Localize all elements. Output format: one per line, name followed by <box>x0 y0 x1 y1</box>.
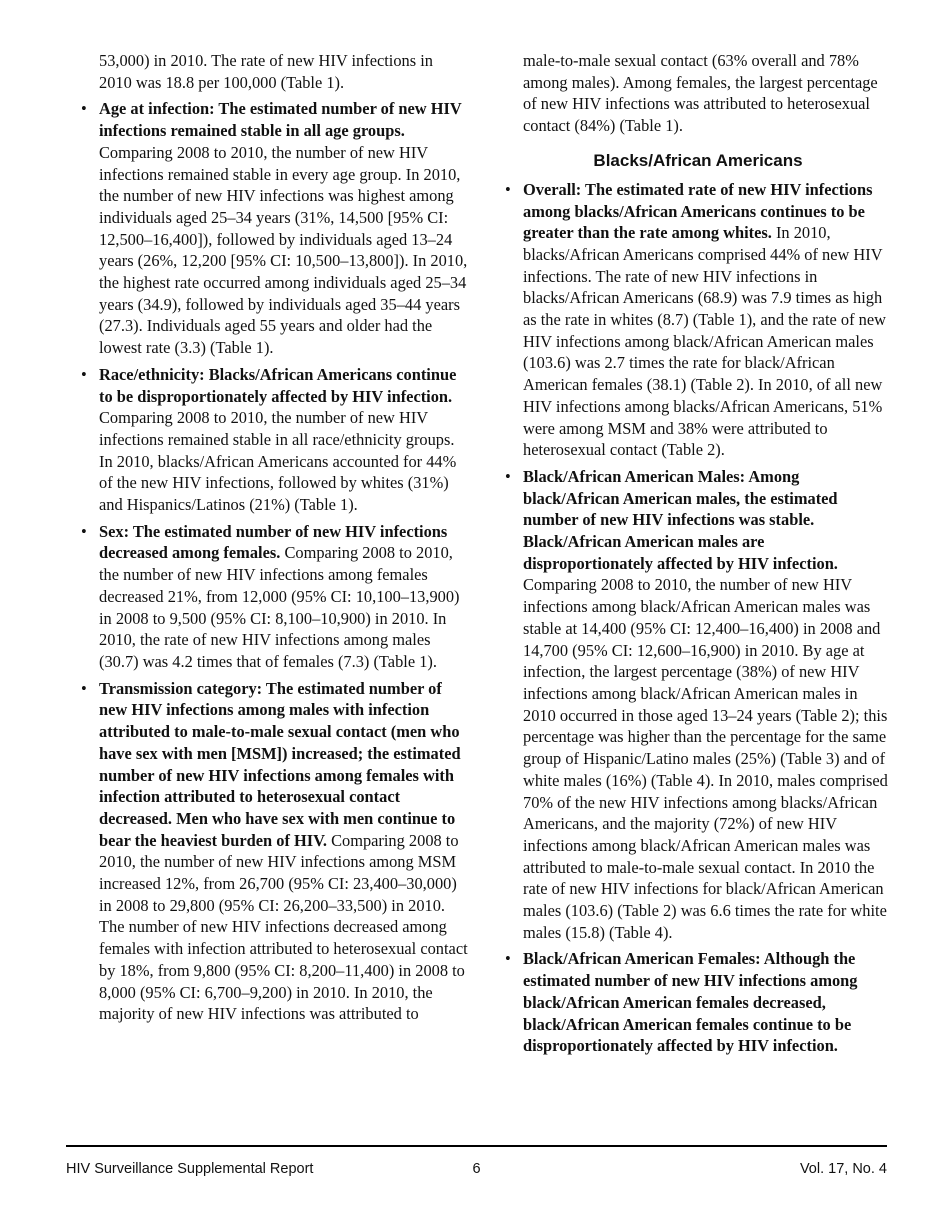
bullet-list <box>504 179 892 1057</box>
bullet-body: Comparing 2008 to 2010, the number of new HIV infections remained stable in all race/ethnicity groups. In 2010, blacks/African Americans accounted for 44% of the new HIV infections, followed by whites (31%) and Hispanics/Latinos (21%) (Table 1). <box>99 408 457 515</box>
bullet-black-females <box>504 948 892 1057</box>
bullet-transmission-category <box>80 678 468 1025</box>
volume-info: Vol. 17, No. 4 <box>799 1161 887 1177</box>
left-column <box>80 50 468 1030</box>
bullet-lead: Black/African American Females: Although the estimated number of new HIV infections among black/African American females decreased, black/African American females continue to be disproportionately affected by HIV infection. <box>523 949 858 1056</box>
bullet-lead: Transmission category: The estimated number of new HIV infections among males with infection attributed to male-to-male sexual contact (men who have sex with men [MSM]) increased; the estimated number of new HIV infections among females with infection attributed to heterosexual contact decreased. Men who have sex with men continue to bear the heaviest burden of HIV. <box>99 678 461 850</box>
bullet-overall <box>504 179 892 461</box>
bullet-body: Comparing 2008 to 2010, the number of new HIV infections among females decreased 21%, from 12,000 (95% CI: 10,100–13,900) in 2008 to 9,500 (95% CI: 8,100–10,900) in 2010. In 2010, the rate of new HIV infections among males (30.7) was 4.2 times that of females (7.3) (Table 1). <box>99 543 460 671</box>
page-number: 6 <box>472 1161 481 1177</box>
bullet-black-males <box>504 466 892 943</box>
bullet-lead: Overall: The estimated rate of new HIV infections among blacks/African Americans continues to be greater than the rate among whites. <box>523 179 873 243</box>
bullet-lead: Age at infection: The estimated number of new HIV infections remained stable in all age groups. <box>99 99 462 141</box>
bullet-body: In 2010, blacks/African Americans comprised 44% of new HIV infections. The rate of new HIV infections in blacks/African Americans (68.9) was 7.9 times as high as the rate in whites (8.7) (Table 1), and the rate of new HIV infections among black/African American males (103.6) was 2.7 times the rate for black/African American females (38.1) (Table 2). In 2010, of all new HIV infections among blacks/African Americans, 51% were among MSM and 38% were attributed to heterosexual contact (Table 2). <box>523 223 886 460</box>
bullet-body: Comparing 2008 to 2010, the number of new HIV infections remained stable in every age group. In 2010, the number of new HIV infections was highest among individuals aged 25–34 years (31%, 14,500 [95% CI: 12,500–16,400]), followed by individuals aged 13–24 years (26%, 12,200 [95% CI: 10,500–13,800]). In 2010, the highest rate occurred among individuals aged 25–34 years (34.9), followed by individuals aged 35–44 years (27.3). Individuals aged 55 years and older had the lowest rate (3.3) (Table 1). <box>99 142 468 358</box>
bullet-age-at-infection <box>80 98 468 358</box>
bullet-lead: Sex: The estimated number of new HIV infections decreased among females. <box>99 521 448 563</box>
bullet-race-ethnicity <box>80 364 468 516</box>
continuation-text: male-to-male sexual contact (63% overall and 78% among males). Among females, the largest percentage of new HIV infections was attributed to heterosexual contact (84%) (Table 1). <box>523 51 878 136</box>
continuation-text: 53,000) in 2010. The rate of new HIV infections in 2010 was 18.8 per 100,000 (Table 1). <box>99 51 433 92</box>
right-column <box>504 50 892 1062</box>
bullet-lead: Black/African American Males: Among black/African American males, the estimated number of new HIV infections was stable. Black/African American males are disproportionately affected by HIV infection. <box>523 466 838 573</box>
bullet-list <box>80 98 468 1025</box>
report-title: HIV Surveillance Supplemental Report <box>66 1161 314 1177</box>
footer-divider <box>66 1145 887 1147</box>
bullet-sex <box>80 521 468 673</box>
section-heading: Blacks/African Americans <box>593 150 803 170</box>
bullet-body: Comparing 2008 to 2010, the number of new HIV infections among MSM increased 12%, from 26,700 (95% CI: 23,400–30,000) in 2008 to 29,800 (95% CI: 26,200–33,500) in 2010. The number of new HIV infections decreased among females with infection attributed to heterosexual contact by 18%, from 9,800 (95% CI: 8,200–11,400) in 2008 to 8,000 (95% CI: 6,700–9,200) in 2010. In 2010, the majority of new HIV infections was attributed to <box>99 830 468 1024</box>
bullet-lead: Race/ethnicity: Blacks/African Americans continue to be disproportionately affected by HIV infection. <box>99 364 457 406</box>
bullet-body: Comparing 2008 to 2010, the number of new HIV infections among black/African American males was stable at 14,400 (95% CI: 12,400–16,400) in 2008 and 14,700 (95% CI: 12,600–16,900) in 2010. By age at infection, the largest percentage (38%) of new HIV infections among black/African American males in 2010 occurred in those aged 13–24 years (Table 2); this percentage was higher than the percentage for the same group of Hispanic/Latino males (25%) (Table 3) and of white males (16%) (Table 4). In 2010, males comprised 70% of the new HIV infections among blacks/African Americans, and the majority (72%) of new HIV infections among black/African American males was attributed to male-to-male sexual contact. In 2010 the rate of new HIV infections for black/African American males (103.6) (Table 2) was 6.6 times the rate for white males (15.8) (Table 4). <box>523 575 888 942</box>
